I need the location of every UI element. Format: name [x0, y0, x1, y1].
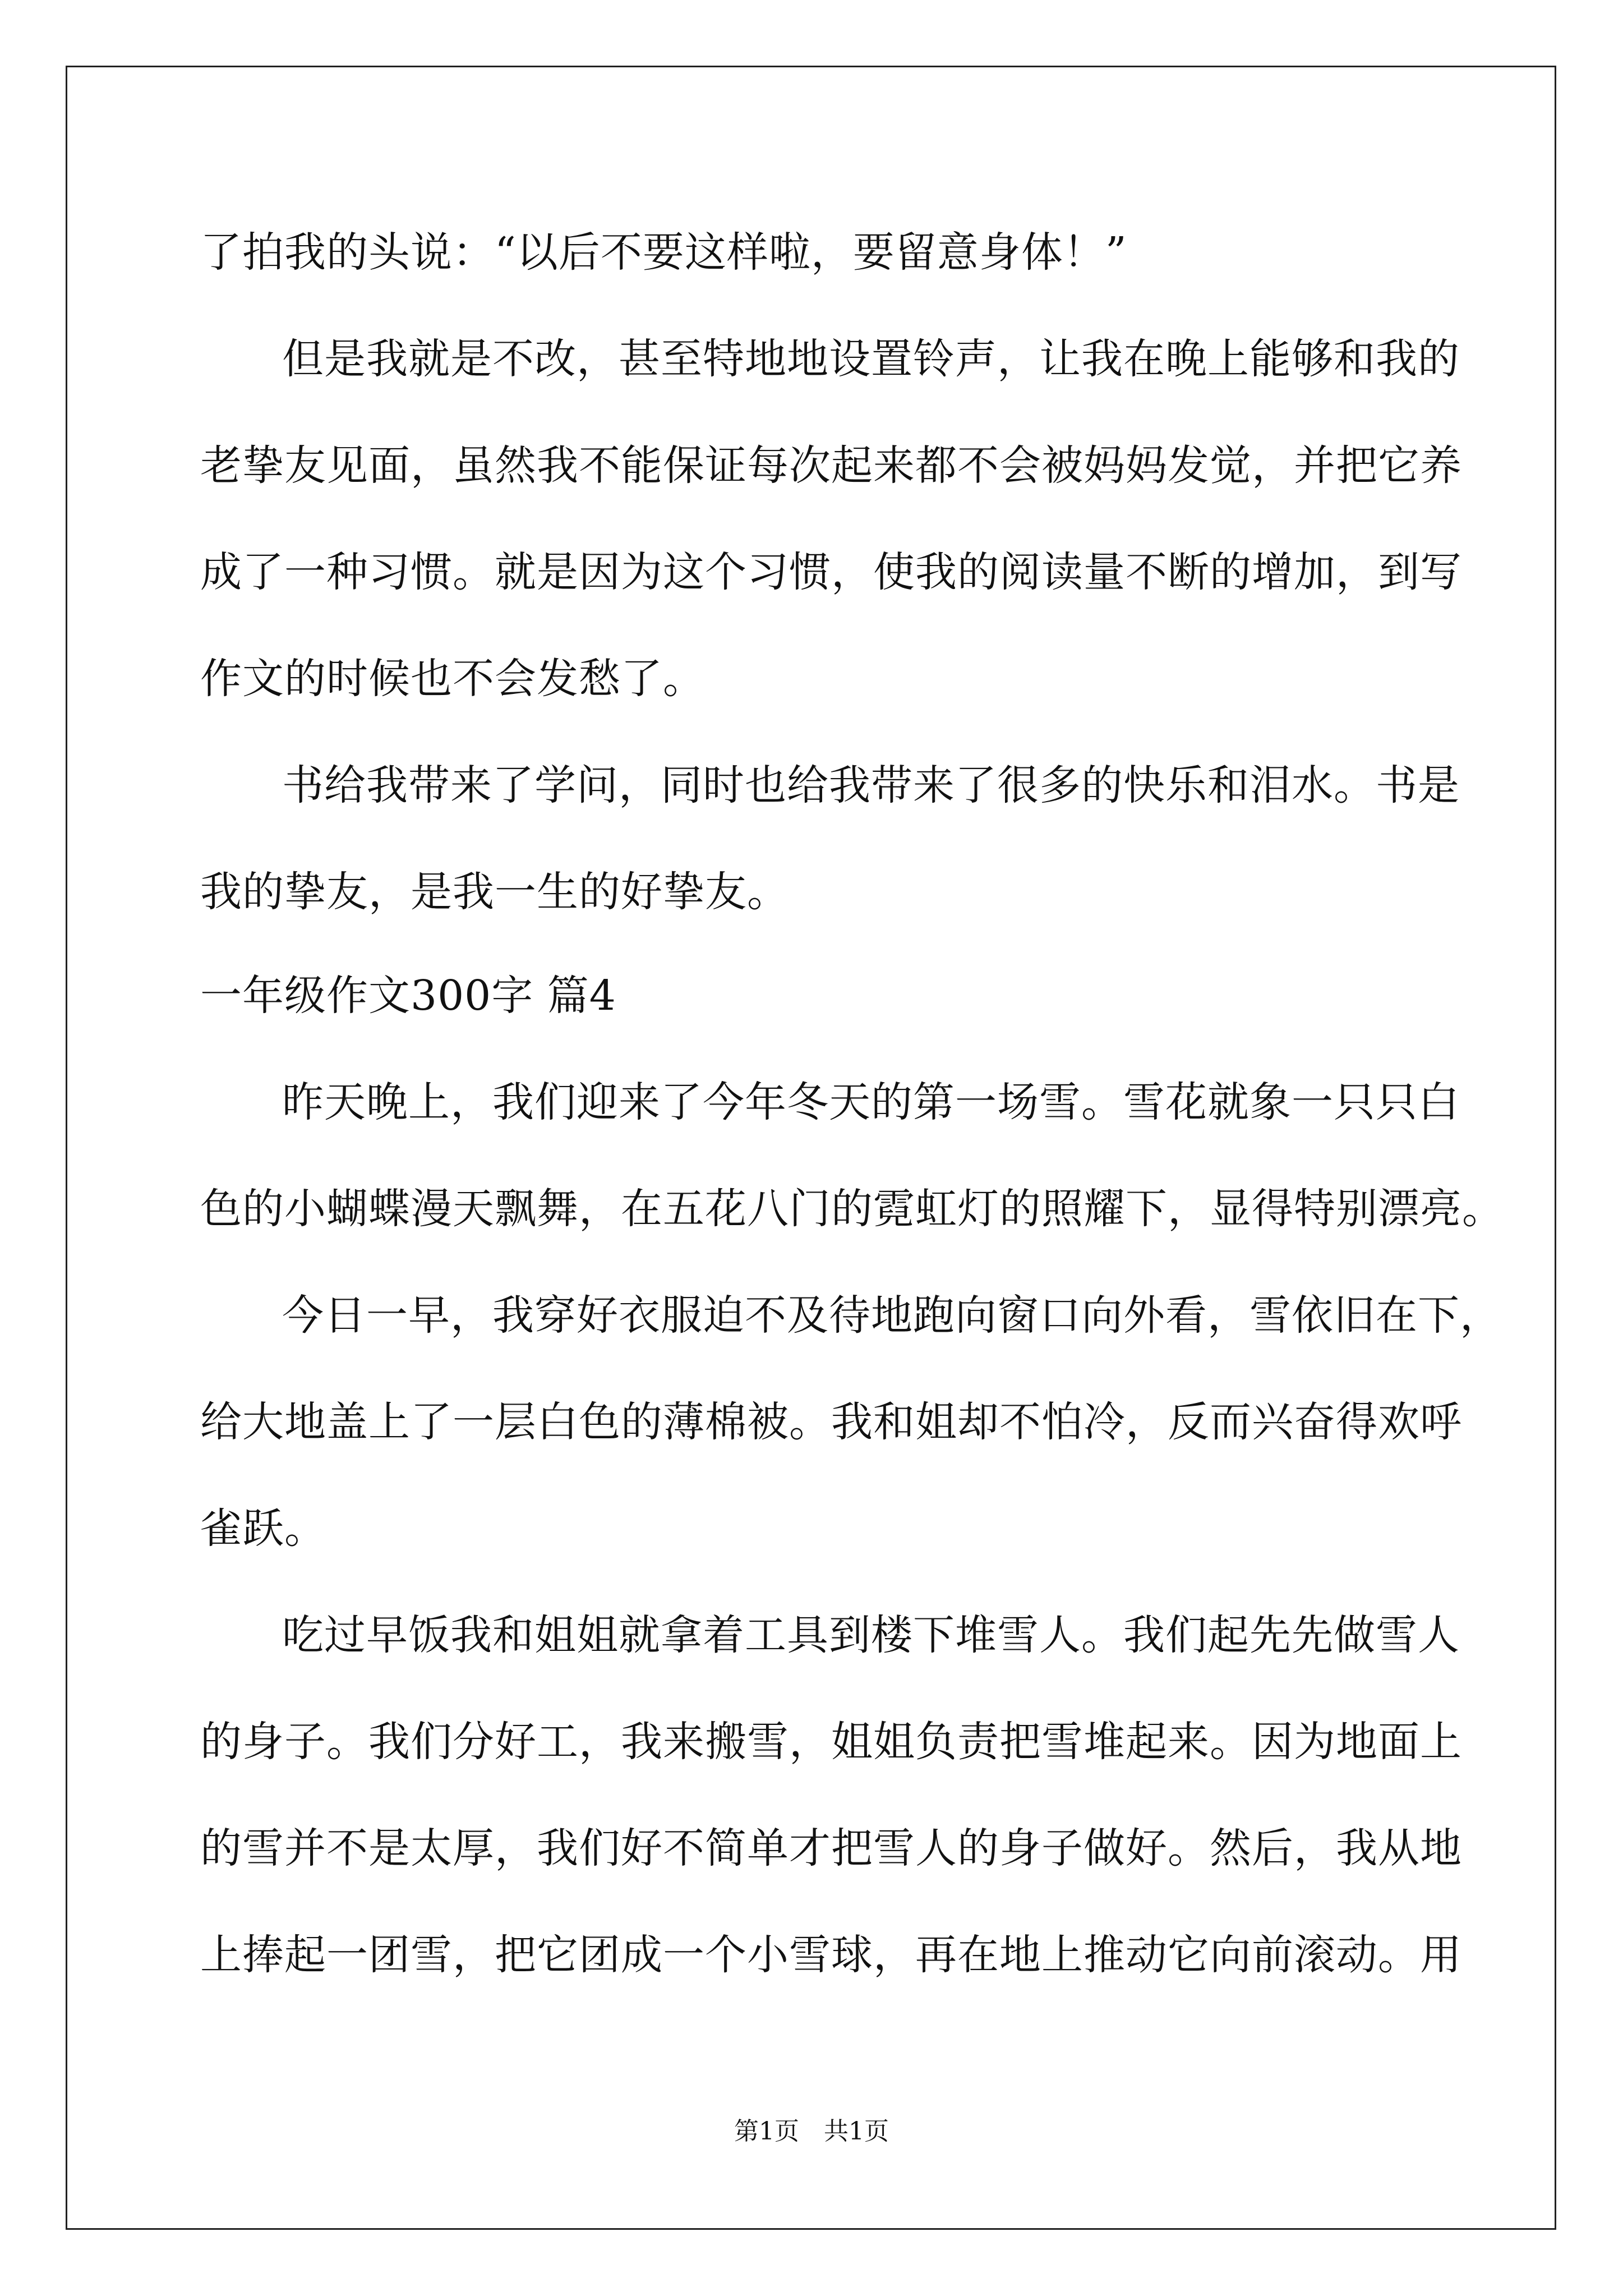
text-line: 但是我就是不改，甚至特地地设置铃声，让我在晚上能够和我的 — [282, 335, 1460, 383]
text-line: 上捧起一团雪，把它团成一个小雪球，再在地上推动它向前滚动。用 — [200, 1931, 1462, 1979]
text-line: 作文的时候也不会发愁了。 — [200, 655, 705, 703]
text-line: 昨天晚上，我们迎来了今年冬天的第一场雪。雪花就象一只只白 — [282, 1078, 1460, 1126]
text-line: 今日一早，我穿好衣服迫不及待地跑向窗口向外看，雪依旧在下， — [282, 1291, 1502, 1340]
text-line: 了拍我的头说：“以后不要这样啦，要留意身体！” — [200, 228, 1127, 277]
text-line: 的身子。我们分好工，我来搬雪，姐姐负责把雪堆起来。因为地面上 — [200, 1718, 1462, 1766]
text-line: 老挚友见面，虽然我不能保证每次起来都不会被妈妈发觉，并把它养 — [200, 441, 1462, 490]
section-heading: 一年级作文300字 篇4 — [200, 972, 616, 1020]
text-line: 我的挚友，是我一生的好挚友。 — [200, 868, 789, 916]
text-line: 的雪并不是太厚，我们好不简单才把雪人的身子做好。然后，我从地 — [200, 1824, 1462, 1872]
text-line: 色的小蝴蝶漫天飘舞，在五花八门的霓虹灯的照耀下，显得特别漂亮。 — [200, 1185, 1504, 1233]
page-footer: 第1页 共1页 — [734, 2117, 889, 2146]
text-line: 成了一种习惯。就是因为这个习惯，使我的阅读量不断的增加，到写 — [200, 548, 1462, 596]
page-border — [66, 66, 1556, 2230]
text-line: 给大地盖上了一层白色的薄棉被。我和姐却不怕冷，反而兴奋得欢呼 — [200, 1398, 1462, 1446]
text-line: 书给我带来了学问，同时也给我带来了很多的快乐和泪水。书是 — [282, 761, 1460, 809]
text-line: 吃过早饭我和姐姐就拿着工具到楼下堆雪人。我们起先先做雪人 — [282, 1611, 1460, 1659]
text-line: 雀跃。 — [200, 1504, 326, 1553]
